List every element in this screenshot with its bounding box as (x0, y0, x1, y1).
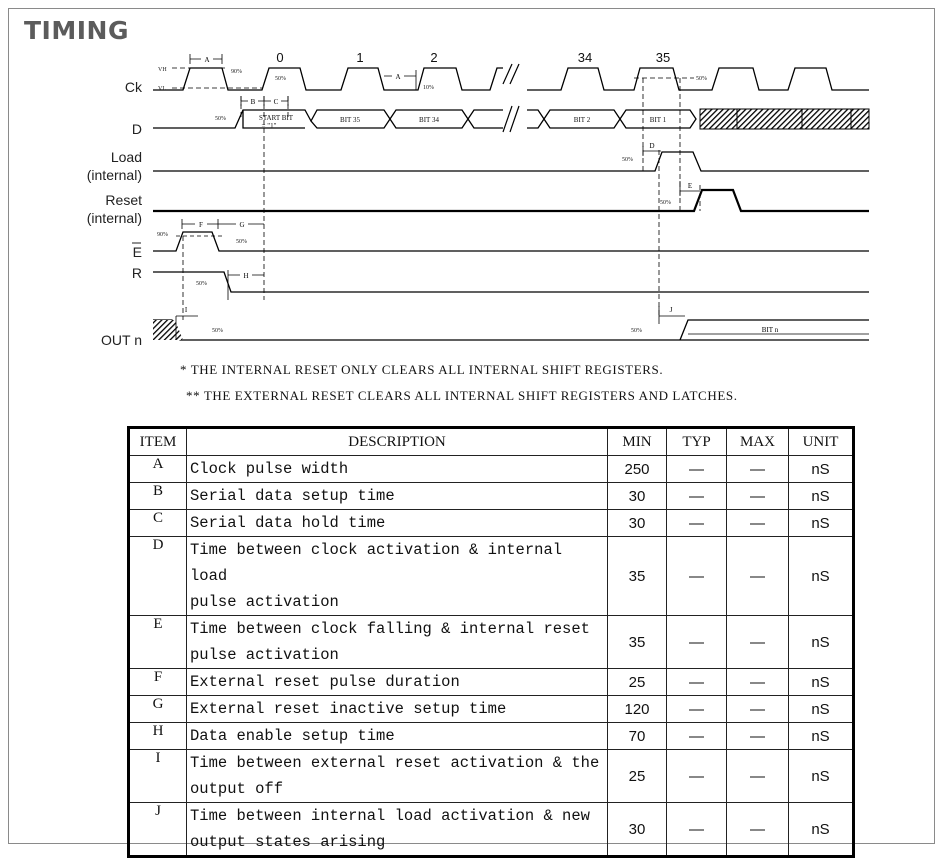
header-typ: TYP (667, 428, 727, 456)
marker-label-g: G (239, 221, 245, 229)
pct-50-out: 50% (212, 328, 223, 334)
row-typ: — (667, 456, 727, 483)
signal-label-reset-sub: (internal) (86, 210, 142, 226)
description-line: Serial data hold time (190, 514, 386, 532)
row-unit: nS (789, 483, 854, 510)
row-min: 30 (608, 483, 667, 510)
clock-waveform-left (153, 68, 503, 90)
row-item: A (129, 456, 187, 483)
table-row (129, 669, 854, 696)
table-row (129, 510, 854, 537)
row-typ: — (667, 483, 727, 510)
header-item: ITEM (129, 428, 187, 456)
bit-2-label: BIT 2 (573, 116, 591, 124)
description-line: Time between internal load activation & new (190, 807, 590, 825)
description-line: Time between external reset activation & the (190, 754, 600, 772)
marker-label-b: B (250, 98, 256, 106)
clock-break-mark (503, 64, 519, 84)
table-header-row (129, 428, 854, 456)
e-waveform (153, 232, 869, 251)
row-description (187, 616, 608, 669)
marker-label-h: H (243, 272, 249, 280)
row-max: — (727, 803, 789, 857)
row-min: 70 (608, 723, 667, 750)
markers-f-g (182, 219, 264, 229)
row-description (187, 510, 608, 537)
row-unit: nS (789, 750, 854, 803)
signal-label-load-sub: (internal) (86, 167, 142, 183)
marker-h (228, 270, 264, 300)
clock-number-35: 35 (655, 50, 671, 65)
row-max: — (727, 723, 789, 750)
section-title: TIMING (24, 16, 129, 45)
table-row (129, 483, 854, 510)
marker-j (659, 306, 685, 324)
bit-35-label: BIT 35 (340, 116, 360, 124)
table-row (129, 750, 854, 803)
row-unit: nS (789, 723, 854, 750)
row-max: — (727, 456, 789, 483)
row-item: H (129, 723, 187, 750)
description-line: Clock pulse width (190, 460, 349, 478)
pct-10-ck: 10% (423, 85, 434, 91)
timing-diagram (0, 0, 947, 420)
out-hatch-edge (153, 320, 183, 340)
description-line: Data enable setup time (190, 727, 395, 745)
level-vh: VH (158, 67, 167, 73)
signal-label-d: D (131, 121, 142, 137)
pct-50-ck35: 50% (696, 76, 707, 82)
row-item: G (129, 696, 187, 723)
description-line: output states arising (190, 833, 386, 851)
data-undefined-hatch (700, 109, 869, 129)
row-max: — (727, 750, 789, 803)
marker-a-left (190, 54, 222, 64)
marker-label-j: J (669, 306, 673, 314)
markers-b-c (241, 96, 288, 106)
row-description (187, 723, 608, 750)
pct-50-d: 50% (215, 116, 226, 122)
table-row (129, 723, 854, 750)
pct-50-reset: 50% (660, 200, 671, 206)
row-item: I (129, 750, 187, 803)
marker-e (680, 181, 700, 196)
note-external-reset: ** THE EXTERNAL RESET CLEARS ALL INTERNAL SHIFT REGISTERS AND LATCHES. (186, 388, 738, 403)
level-vl: VL (158, 86, 166, 92)
row-max: — (727, 537, 789, 616)
header-min: MIN (608, 428, 667, 456)
clock-number-1: 1 (356, 50, 364, 65)
row-unit: nS (789, 669, 854, 696)
row-unit: nS (789, 510, 854, 537)
start-bit-line2: = "1" (261, 122, 277, 130)
row-typ: — (667, 616, 727, 669)
marker-label-a-right: A (395, 73, 401, 81)
clock-number-0: 0 (276, 50, 284, 65)
marker-label-i: I (184, 306, 188, 314)
row-item: F (129, 669, 187, 696)
bit-n-label: BIT n (761, 326, 779, 334)
marker-label-f: F (199, 221, 203, 229)
marker-label-d: D (649, 142, 655, 150)
row-typ: — (667, 803, 727, 857)
row-item: J (129, 803, 187, 857)
marker-label-e: E (687, 182, 693, 190)
row-description (187, 803, 608, 857)
row-unit: nS (789, 803, 854, 857)
table-row (129, 616, 854, 669)
row-typ: — (667, 510, 727, 537)
row-min: 30 (608, 803, 667, 857)
clock-number-34: 34 (577, 50, 593, 65)
row-unit: nS (789, 537, 854, 616)
row-item: C (129, 510, 187, 537)
row-unit: nS (789, 616, 854, 669)
row-min: 250 (608, 456, 667, 483)
row-min: 30 (608, 510, 667, 537)
marker-label-a: A (204, 56, 210, 64)
marker-a-right (384, 70, 416, 90)
row-description (187, 669, 608, 696)
marker-label-c: C (273, 98, 279, 106)
reset-waveform (153, 190, 869, 211)
row-item: D (129, 537, 187, 616)
row-max: — (727, 696, 789, 723)
signal-label-out: OUT n (101, 332, 142, 348)
table-row (129, 456, 854, 483)
row-item: E (129, 616, 187, 669)
pct-50-out-right: 50% (631, 328, 642, 334)
header-unit: UNIT (789, 428, 854, 456)
row-unit: nS (789, 696, 854, 723)
row-min: 25 (608, 669, 667, 696)
row-min: 25 (608, 750, 667, 803)
row-description (187, 750, 608, 803)
table-row (129, 803, 854, 857)
description-line: pulse activation (190, 646, 339, 664)
description-line: output off (190, 780, 284, 798)
load-waveform (153, 152, 869, 171)
row-typ: — (667, 696, 727, 723)
row-description (187, 456, 608, 483)
start-bit-line1: START BIT (258, 114, 294, 122)
note-internal-reset: * THE INTERNAL RESET ONLY CLEARS ALL INTERNAL SHIFT REGISTERS. (180, 362, 664, 377)
pct-50-e: 50% (236, 239, 247, 245)
row-typ: — (667, 669, 727, 696)
bit-34-label: BIT 34 (419, 116, 439, 124)
signal-label-reset: Reset (105, 192, 142, 208)
description-line: Time between clock falling & internal reset (190, 620, 590, 638)
row-max: — (727, 616, 789, 669)
signal-label-r: R (131, 265, 142, 281)
row-description (187, 696, 608, 723)
description-line: Serial data setup time (190, 487, 395, 505)
signal-label-e: E (132, 244, 142, 260)
marker-d (643, 142, 661, 156)
pct-90-e: 90% (157, 232, 168, 238)
row-description (187, 537, 608, 616)
row-min: 35 (608, 537, 667, 616)
row-max: — (727, 510, 789, 537)
pct-50-load: 50% (622, 157, 633, 163)
header-description: DESCRIPTION (187, 428, 608, 456)
signal-label-ck: Ck (124, 79, 142, 95)
signal-label-load: Load (110, 149, 142, 165)
row-typ: — (667, 537, 727, 616)
bit-1-label: BIT 1 (649, 116, 667, 124)
row-min: 120 (608, 696, 667, 723)
row-typ: — (667, 723, 727, 750)
row-min: 35 (608, 616, 667, 669)
row-item: B (129, 483, 187, 510)
timing-spec-table (127, 426, 855, 858)
row-typ: — (667, 750, 727, 803)
row-max: — (727, 483, 789, 510)
description-line: External reset pulse duration (190, 673, 460, 691)
description-line: External reset inactive setup time (190, 700, 507, 718)
pct-50-r: 50% (196, 281, 207, 287)
description-line: pulse activation (190, 593, 339, 611)
header-max: MAX (727, 428, 789, 456)
data-break-mark (503, 106, 519, 132)
table-row (129, 696, 854, 723)
row-unit: nS (789, 456, 854, 483)
clock-number-2: 2 (430, 50, 438, 65)
pct-50-ck: 50% (275, 76, 286, 82)
table-row (129, 537, 854, 616)
row-max: — (727, 669, 789, 696)
description-line: Time between clock activation & internal load (190, 541, 563, 585)
row-description (187, 483, 608, 510)
pct-90-ck: 90% (231, 69, 242, 75)
